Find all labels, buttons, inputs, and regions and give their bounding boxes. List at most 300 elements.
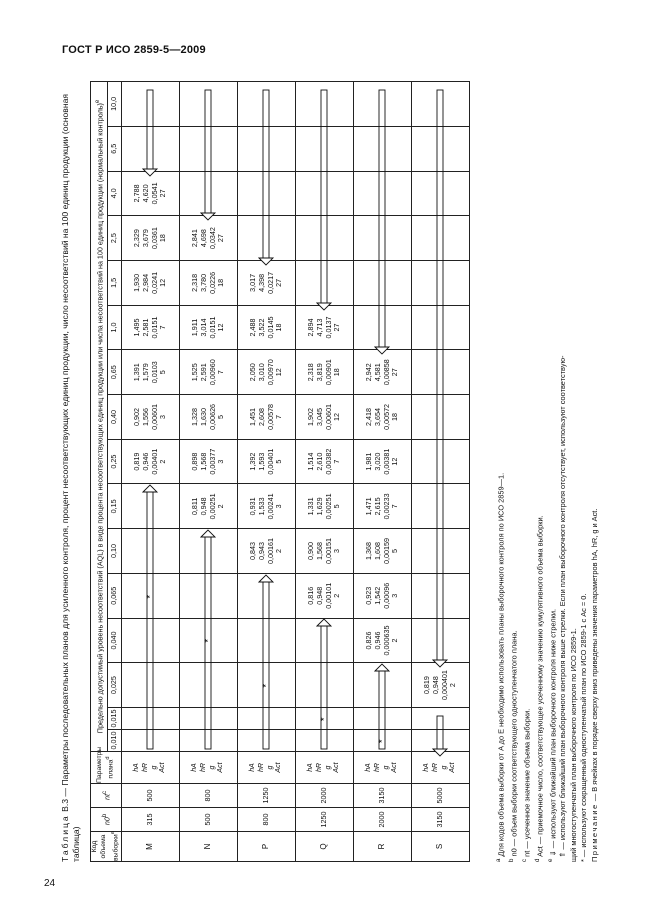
star-marker: * (261, 683, 271, 688)
plan-cell (412, 126, 470, 171)
row-code: S (412, 832, 470, 862)
aql-level-header: 4,0 (108, 171, 122, 216)
plan-cell (354, 573, 412, 618)
row-code: P (238, 832, 296, 862)
plan-cell (238, 305, 296, 350)
plan-cell (354, 216, 412, 261)
plan-value: 12 (332, 412, 342, 421)
star-marker: * (319, 717, 329, 721)
plan-value: 1,471 (364, 497, 374, 516)
param-label: hA (307, 763, 315, 772)
plan-value: 12 (216, 323, 226, 332)
row-param-labels (354, 752, 412, 784)
star-marker: * (145, 594, 155, 599)
plan-value: 0,948 (430, 676, 440, 695)
plan-cell (238, 730, 296, 752)
plan-value: 7 (274, 414, 284, 419)
plan-value: 1,392 (248, 452, 258, 471)
plan-cell (180, 529, 238, 574)
plan-cell (296, 350, 354, 395)
plan-value: 1,514 (306, 452, 316, 471)
table-row (296, 81, 354, 861)
plan-value: 7 (216, 370, 226, 375)
plan-value: 0,00626 (207, 403, 217, 430)
plan-value: 2,608 (256, 407, 266, 426)
plan-cell (412, 708, 470, 730)
plan-value: 2,591 (198, 363, 208, 382)
param-label: hA (191, 763, 199, 772)
plan-cell (412, 216, 470, 261)
plan-cell (238, 81, 296, 126)
plan-cell (412, 439, 470, 484)
plan-value: 3,780 (198, 273, 208, 292)
plan-value: 0,948 (314, 586, 324, 605)
row-param-labels (238, 752, 296, 784)
plan-value: 5 (274, 459, 284, 464)
param-label: hA (249, 763, 257, 772)
plan-value: 0,0103 (149, 361, 159, 384)
plan-value: 3,045 (314, 407, 324, 426)
plan-cell (122, 305, 180, 350)
table-row (412, 81, 470, 861)
param-label: hR (431, 763, 439, 772)
plan-cell (180, 395, 238, 440)
param-label: g (208, 765, 216, 770)
plan-cell (238, 350, 296, 395)
plan-value: 4,398 (256, 273, 266, 292)
plan-value: 0,948 (198, 497, 208, 516)
plan-cell (412, 484, 470, 529)
plan-cell (180, 126, 238, 171)
plan-cell (238, 484, 296, 529)
param-label: g (324, 765, 332, 770)
plan-cell (238, 260, 296, 305)
row-n0: 800 (238, 808, 296, 832)
plan-cell (412, 305, 470, 350)
param-label: Act (275, 762, 283, 773)
plan-value: 1,391 (132, 363, 142, 382)
row-param-labels (412, 752, 470, 784)
plan-value: 0,00601 (323, 403, 333, 430)
plan-value: 0,898 (190, 452, 200, 471)
plan-cell (296, 439, 354, 484)
plan-value: 1,495 (132, 318, 142, 337)
plan-cell (354, 484, 412, 529)
plan-value: 0,0151 (149, 316, 159, 339)
plan-value: 3 (158, 414, 168, 419)
table-caption (60, 82, 82, 862)
plan-value: 18 (332, 368, 342, 377)
plan-value: 0,00401 (149, 448, 159, 475)
plan-cell (238, 216, 296, 261)
plan-cell (412, 81, 470, 126)
note-star: * — используют сокращенный одноступенчатый план по ИСО 2859-1 с Ac = 0. (579, 593, 589, 862)
plan-cell (296, 484, 354, 529)
row-n0: 2000 (354, 808, 412, 832)
param-label: g (150, 765, 158, 770)
plan-cell (180, 260, 238, 305)
plan-value: 0,0541 (149, 182, 159, 205)
plan-value: 0,00101 (323, 582, 333, 609)
plan-value: 18 (158, 234, 168, 243)
plan-value: 0,946 (140, 452, 150, 471)
plan-cell (354, 529, 412, 574)
plan-value: 1,593 (256, 452, 266, 471)
plan-value: 0,902 (132, 407, 142, 426)
plan-cell (180, 350, 238, 395)
plan-cell (180, 573, 238, 618)
plan-cell (354, 439, 412, 484)
plan-cell (122, 708, 180, 730)
note-e1: $^e$ ⇓ — используют ближайший план выборочного контроля ниже стрелки. (546, 608, 557, 862)
plan-value: 3,679 (140, 229, 150, 248)
plan-value: 0,826 (364, 631, 374, 650)
plan-cell (354, 260, 412, 305)
plan-value: 1,328 (190, 407, 200, 426)
row-param-labels (122, 752, 180, 784)
caption-label: Таблица (60, 814, 70, 862)
row-code: M (122, 832, 180, 862)
plan-value: 5 (390, 549, 400, 554)
param-label: hR (373, 763, 381, 772)
plan-cell (122, 439, 180, 484)
note-a: $^a$ Для кодов объема выборки от A до E необходимо использовать планы выборочного контроля по ИСО 2859—1. (495, 472, 506, 862)
plan-cell (180, 708, 238, 730)
plan-value: 4,620 (140, 184, 150, 203)
header-nt: $nt^c$ (91, 784, 122, 808)
plan-cell (122, 216, 180, 261)
plan-value: 18 (390, 412, 400, 421)
plan-cell (238, 618, 296, 663)
plan-cell (412, 171, 470, 216)
plan-value: 0,00858 (381, 359, 391, 386)
param-label: hA (365, 763, 373, 772)
plan-value: 1,368 (364, 542, 374, 561)
plan-value: 1,930 (132, 273, 142, 292)
plan-cell (296, 730, 354, 752)
header-n0: n0$^b$ (91, 808, 122, 832)
plan-cell (180, 81, 238, 126)
plan-cell (296, 216, 354, 261)
plan-cell (296, 81, 354, 126)
plan-value: 0,816 (306, 586, 316, 605)
rotated-table-page (60, 82, 599, 862)
plan-cell (412, 573, 470, 618)
plan-value: 4,581 (372, 363, 382, 382)
plan-value: 0,00159 (381, 538, 391, 565)
param-label: Act (217, 762, 225, 773)
plan-cell (412, 529, 470, 574)
plan-value: 3,010 (256, 363, 266, 382)
param-label: Act (391, 762, 399, 773)
plan-cell (296, 260, 354, 305)
plan-value: 0,00382 (323, 448, 333, 475)
plan-cell (354, 350, 412, 395)
plan-cell (296, 573, 354, 618)
plan-cell (180, 618, 238, 663)
aql-level-header: 2,5 (108, 216, 122, 261)
plan-cell (122, 81, 180, 126)
plan-cell (296, 708, 354, 730)
plan-value: 0,0145 (265, 316, 275, 339)
plan-cell (122, 663, 180, 708)
plan-value: 27 (274, 278, 284, 287)
note-e3: щий многоступенчатый план выборочного контроля по ИСО 2859-1. (568, 628, 578, 862)
param-label: Act (449, 762, 457, 773)
note-b: $^b$ n0 — объем выборки соответствующего одноступенчатого плана. (507, 630, 519, 862)
plan-cell (122, 484, 180, 529)
aql-level-header: 0,010 (108, 730, 122, 752)
param-label: hA (133, 763, 141, 772)
plan-value: 2 (216, 504, 226, 509)
plan-value: 1,981 (364, 452, 374, 471)
sampling-plans-table (90, 81, 470, 862)
header-aql: Предельно допустимый уровень несоответствий (AQL) в виде процента несоответствующих единиц продукции или числа несоответствий на 100 единиц продукции (нормальный контроль)$^e$ (91, 81, 108, 751)
plan-value: 0,00096 (381, 582, 391, 609)
param-label: hR (257, 763, 265, 772)
aql-level-header: 0,40 (108, 395, 122, 440)
plan-value: 0,943 (256, 542, 266, 561)
plan-value: 0,00251 (207, 493, 217, 520)
plan-value: 1,525 (190, 363, 200, 382)
plan-cell (122, 171, 180, 216)
plan-value: 2 (448, 683, 458, 688)
plan-value: 27 (332, 323, 342, 332)
plan-value: 2 (158, 459, 168, 464)
plan-value: 0,0151 (207, 316, 217, 339)
plan-value: 0,00401 (265, 448, 275, 475)
plan-cell (412, 395, 470, 440)
plan-cell (122, 395, 180, 440)
plan-value: 2,615 (372, 497, 382, 516)
plan-cell (122, 573, 180, 618)
plan-cell (354, 618, 412, 663)
plan-value: 0,811 (190, 497, 200, 516)
param-label: hR (315, 763, 323, 772)
plan-value: 0,923 (364, 586, 374, 605)
plan-cell (238, 573, 296, 618)
param-label: hR (141, 763, 149, 772)
aql-level-header: 0,10 (108, 529, 122, 574)
aql-level-header: 0,65 (108, 350, 122, 395)
plan-cell (122, 529, 180, 574)
plan-value: 1,451 (248, 407, 258, 426)
plan-cell (180, 439, 238, 484)
plan-cell (180, 171, 238, 216)
aql-level-header: 0,040 (108, 618, 122, 663)
plan-cell (122, 618, 180, 663)
document-header: ГОСТ Р ИСО 2859-5—2009 (62, 44, 206, 56)
plan-value: 2,610 (314, 452, 324, 471)
plan-value: 3 (390, 593, 400, 598)
plan-value: 2 (332, 593, 342, 598)
plan-cell (296, 663, 354, 708)
plan-cell (238, 439, 296, 484)
plan-value: 7 (158, 325, 168, 330)
plan-cell (238, 708, 296, 730)
plan-value: 3 (274, 504, 284, 509)
plan-value: 7 (390, 504, 400, 509)
plan-value: 3,020 (372, 452, 382, 471)
plan-cell (412, 730, 470, 752)
page-number: 24 (44, 878, 56, 889)
plan-value: 2,050 (248, 363, 258, 382)
plan-value: 1,331 (306, 497, 316, 516)
param-label: hR (199, 763, 207, 772)
plan-cell (180, 730, 238, 752)
aql-level-header: 0,015 (108, 708, 122, 730)
plan-cell (354, 708, 412, 730)
plan-value: 1,542 (372, 586, 382, 605)
plan-cell (180, 663, 238, 708)
plan-value: 0,00601 (149, 403, 159, 430)
plan-cell (122, 260, 180, 305)
note-c: $^c$ nt — усеченное значение объема выборки. (520, 708, 532, 862)
plan-cell (238, 529, 296, 574)
row-n0: 3150 (412, 808, 470, 832)
plan-cell (296, 618, 354, 663)
plan-cell (412, 618, 470, 663)
plan-value: 2,788 (132, 184, 142, 203)
plan-cell (238, 395, 296, 440)
table-row (238, 81, 296, 861)
plan-cell (354, 81, 412, 126)
plan-value: 5 (332, 504, 342, 509)
plan-cell (412, 350, 470, 395)
plan-value: 2 (390, 638, 400, 643)
table-row (180, 81, 238, 861)
plan-value: 2,894 (306, 318, 316, 337)
plan-value: 12 (274, 368, 284, 377)
row-n0: 315 (122, 808, 180, 832)
plan-cell (354, 126, 412, 171)
aql-level-header: 0,025 (108, 663, 122, 708)
plan-value: 0,00970 (265, 359, 275, 386)
plan-value: 3,819 (314, 363, 324, 382)
header-code: Код объема выборки$^a$ (91, 832, 122, 862)
plan-cell (238, 663, 296, 708)
plan-value: 1,911 (190, 318, 200, 337)
plan-value: 3,522 (256, 318, 266, 337)
row-nt: 3150 (354, 784, 412, 808)
aql-level-header: 0,065 (108, 573, 122, 618)
row-n0: 1250 (296, 808, 354, 832)
plan-value: 0,931 (248, 497, 258, 516)
param-label: g (440, 765, 448, 770)
plan-value: 0,00381 (381, 448, 391, 475)
plan-cell (354, 730, 412, 752)
plan-value: 0,00151 (323, 538, 333, 565)
aql-level-header: 1,5 (108, 260, 122, 305)
plan-value: 12 (158, 278, 168, 287)
plan-value: 3,017 (248, 273, 258, 292)
plan-value: 27 (216, 234, 226, 243)
plan-value: 0,000401 (439, 670, 449, 701)
plan-value: 7 (332, 459, 342, 464)
row-code: N (180, 832, 238, 862)
plan-value: 0,946 (372, 631, 382, 650)
row-param-labels (180, 752, 238, 784)
param-label: hA (423, 763, 431, 772)
plan-value: 0,00572 (381, 403, 391, 430)
plan-value: 0,0217 (265, 271, 275, 294)
plan-cell (296, 395, 354, 440)
plan-value: 27 (390, 368, 400, 377)
plan-value: 0,900 (306, 542, 316, 561)
plan-value: 1,533 (256, 497, 266, 516)
plan-value: 1,556 (140, 407, 150, 426)
plan-value: 4,698 (198, 229, 208, 248)
row-code: Q (296, 832, 354, 862)
plan-value: 0,0361 (149, 227, 159, 250)
plan-cell (238, 126, 296, 171)
plan-value: 4,713 (314, 318, 324, 337)
plan-cell (238, 171, 296, 216)
aql-level-header: 6,5 (108, 126, 122, 171)
plan-value: 2,984 (140, 273, 150, 292)
plan-value: 1,579 (140, 363, 150, 382)
plan-value: 0,843 (248, 542, 258, 561)
plan-value: 27 (158, 189, 168, 198)
plan-cell (122, 350, 180, 395)
aql-level-header: 1,0 (108, 305, 122, 350)
row-nt: 2000 (296, 784, 354, 808)
plan-value: 0,0137 (323, 316, 333, 339)
plan-value: 3 (216, 459, 226, 464)
row-nt: 500 (122, 784, 180, 808)
table-row (122, 81, 180, 861)
plan-value: 0,00377 (207, 448, 217, 475)
plan-value: 0,819 (132, 452, 142, 471)
plan-value: 5 (158, 370, 168, 375)
plan-value: 0,0241 (149, 271, 159, 294)
plan-value: 3,014 (198, 318, 208, 337)
plan-value: 0,00901 (323, 359, 333, 386)
plan-value: 12 (390, 457, 400, 466)
plan-cell (296, 126, 354, 171)
row-param-labels (296, 752, 354, 784)
caption-text: — Параметры последовательных планов для усиленного контроля, процент несоответствующих единиц продукции, число несоответствий на 100 единиц продукции (основная таблица) (60, 93, 81, 862)
plan-value: 0,000635 (381, 625, 391, 656)
note-d: $^d$ Act — приемочное число, соответствующее усеченному значению кумулятивного объема выборки. (533, 515, 545, 862)
plan-cell (354, 395, 412, 440)
down-arrow-icon: ⇓ (547, 850, 557, 857)
plan-value: 2,841 (190, 229, 200, 248)
note-remark: Примечание — В ячейках в порядке сверху вниз приведены значения параметров hA, hR, g и Act. (589, 508, 599, 862)
plan-value: 0,00578 (265, 403, 275, 430)
plan-value: 1,630 (198, 407, 208, 426)
plan-value: 2,418 (364, 407, 374, 426)
up-arrow-icon: ⇑ (558, 851, 568, 858)
plan-value: 2,581 (140, 318, 150, 337)
plan-value: 3,654 (372, 407, 382, 426)
plan-value: 2,942 (364, 363, 374, 382)
plan-value: 0,00161 (265, 538, 275, 565)
row-nt: 800 (180, 784, 238, 808)
plan-cell (296, 171, 354, 216)
plan-value: 18 (274, 323, 284, 332)
star-marker: * (203, 638, 213, 643)
row-code: R (354, 832, 412, 862)
plan-value: 0,00233 (381, 493, 391, 520)
plan-value: 3 (332, 549, 342, 554)
table-row (354, 81, 412, 861)
plan-value: 1,902 (306, 407, 316, 426)
caption-number: В.3 (60, 799, 70, 812)
plan-cell (354, 305, 412, 350)
param-label: Act (159, 762, 167, 773)
note-e2: ⇑ — используют ближайший план выборочного контроля выше стрелки. Если план выборочного контроля отсутствует, используют соответствую- (558, 355, 568, 858)
